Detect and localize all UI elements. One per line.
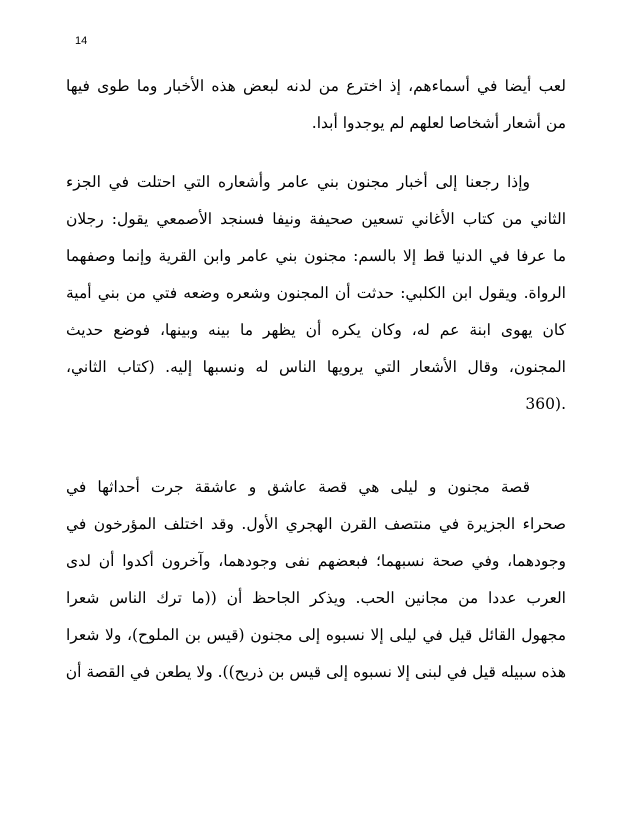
text-line: قصة مجنون و ليلى هي قصة عاشق و عاشقة جرت أحداثها في [66, 478, 530, 496]
text-line: مجهول القائل قيل في ليلى إلا نسبوه إلى مجنون (قيس بن الملوح)، ولا شعرا [66, 626, 566, 644]
text-line: لعب أيضا في أسماءهم، إذ اخترع من لدنه لبعض هذه الأخبار وما طوى فيها [66, 77, 566, 95]
text-line: صحراء الجزيرة في منتصف القرن الهجري الأول. وقد اختلف المؤرخون في [66, 515, 566, 533]
text-line: كان يهوى ابنة عم له، وكان يكره أن يظهر ما بينه وبينها، فوضع حديث [66, 321, 566, 339]
text-line: الرواة. ويقول ابن الكلبي: حدثت أن المجنون وشعره وضعه فتي من بني أمية [66, 284, 566, 302]
page-number: 14 [75, 35, 88, 47]
text-line: ما عرفا في الدنيا قط إلا بالسم: مجنون بني عامر وابن القرية وإنما وصفهما [66, 247, 566, 265]
text-line: العرب عددا من مجانين الحب. ويذكر الجاحظ أن ((ما ترك الناس شعرا [66, 589, 566, 607]
paragraph-3 [66, 469, 566, 691]
text-line: وإذا رجعنا إلى أخبار مجنون بني عامر وأشعاره التي احتلت في الجزء [66, 173, 530, 191]
text-line: المجنون، وقال الأشعار التي يرويها الناس له ونسبها إليه. (كتاب الثاني، [66, 358, 566, 376]
text-line: من أشعار أشخاصا لعلهم لم يوجدوا أبدا. [311, 114, 566, 132]
text-line: .(360 [525, 395, 566, 413]
text-line: وجودهما، وفي صحة نسبهما؛ فبعضهم نفى وجودهما، وآخرون أكدوا أن لدى [66, 552, 566, 570]
paragraph-2 [66, 164, 566, 423]
text-line: الثاني من كتاب الأغاني تسعين صحيفة ونيفا فسنجد الأصمعي يقول: رجلان [66, 210, 566, 228]
text-line: هذه سبيله قيل في لبنى إلا نسبوه إلى قيس بن ذريح)). ولا يطعن في القصة أن [66, 663, 566, 681]
paragraph-1 [66, 68, 566, 142]
